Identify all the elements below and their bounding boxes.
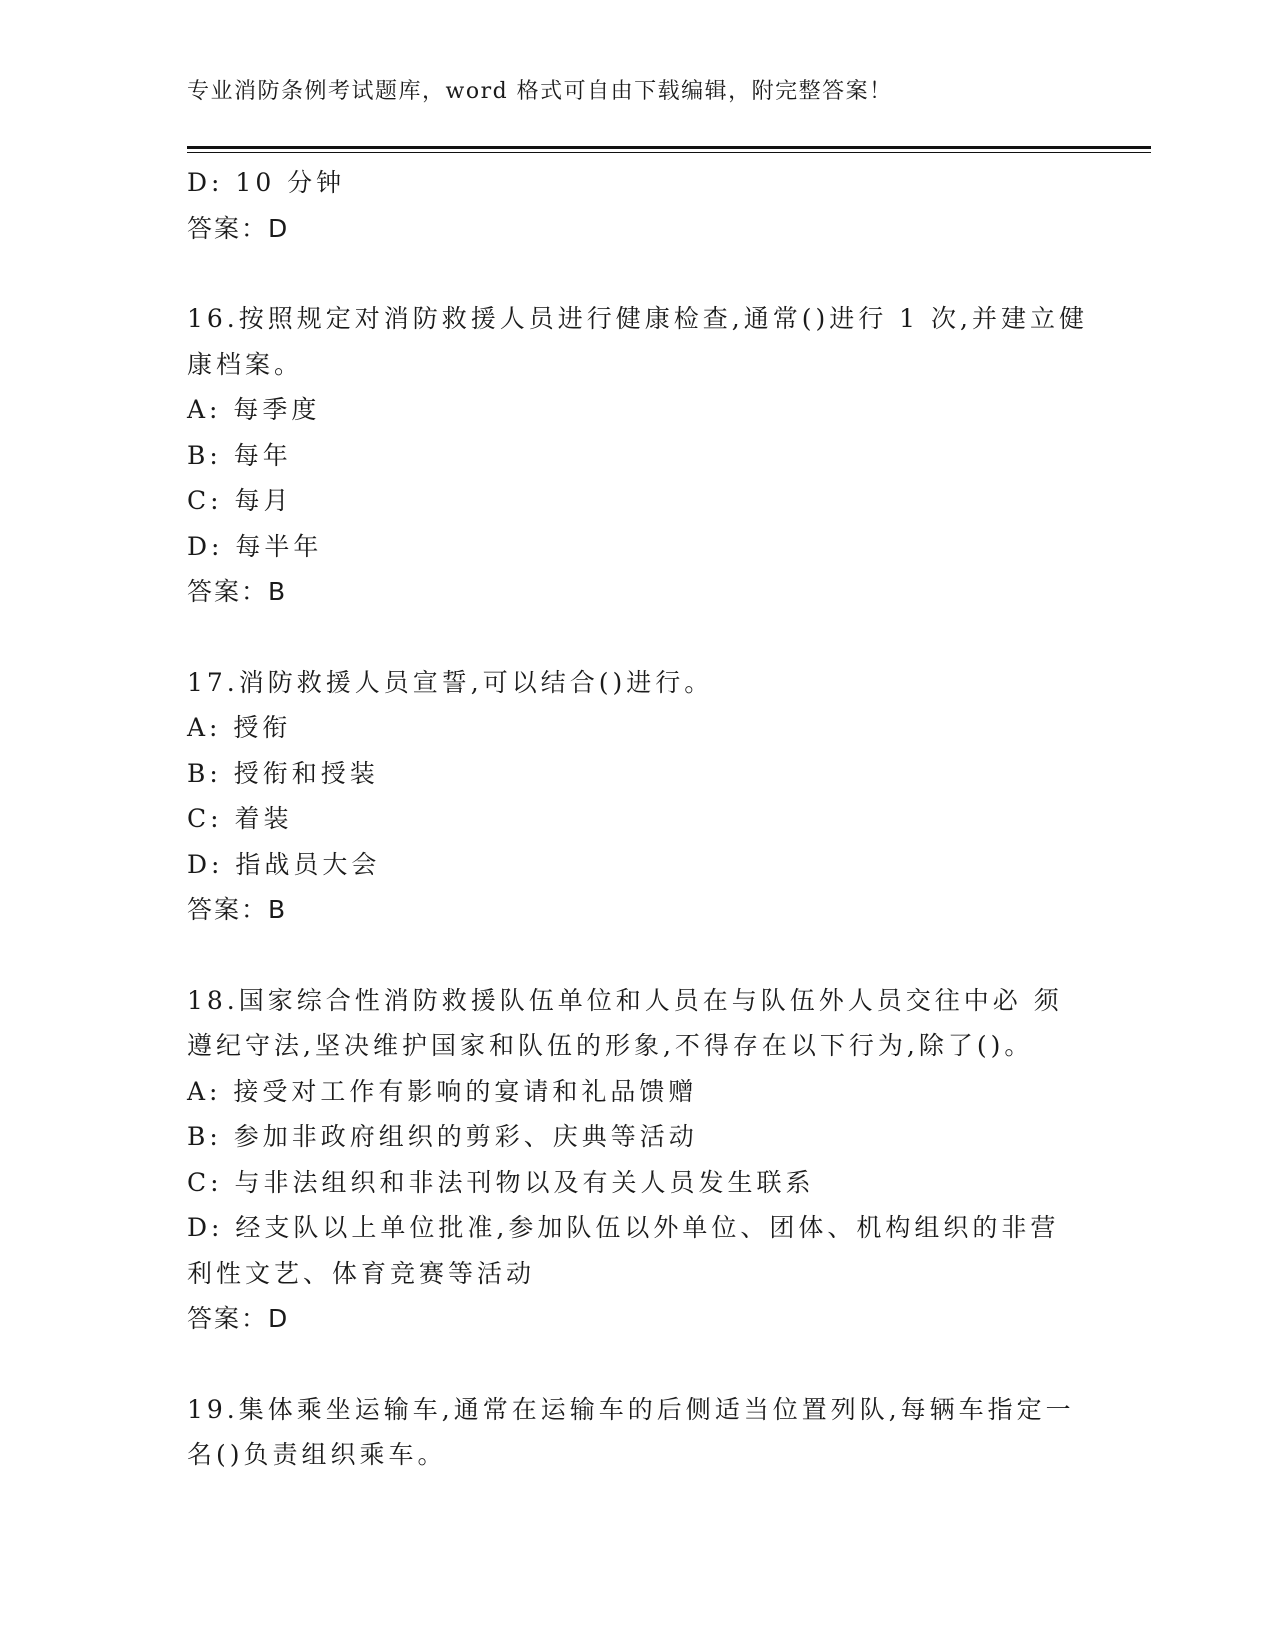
option-a: A: 接受对工作有影响的宴请和礼品馈赠 bbox=[187, 1076, 698, 1106]
answer: 答案：B bbox=[187, 577, 288, 606]
question-16 bbox=[187, 296, 1087, 615]
answer: 答案：B bbox=[187, 895, 288, 924]
option-a: A: 授衔 bbox=[187, 713, 292, 742]
page-header: 专业消防条例考试题库，word 格式可自由下载编辑，附完整答案！ bbox=[187, 79, 893, 104]
option-c: C: 着装 bbox=[187, 804, 293, 833]
question-18 bbox=[187, 978, 1087, 1342]
option-c: C: 与非法组织和非法刊物以及有关人员发生联系 bbox=[187, 1167, 815, 1197]
header-rule-thick bbox=[187, 146, 1151, 149]
option-d: D: 指战员大会 bbox=[187, 849, 381, 879]
question-stem-line: 16.按照规定对消防救援人员进行健康检查,通常()进行 1 次,并建立健 bbox=[187, 304, 1088, 333]
option-a: A: 每季度 bbox=[187, 395, 321, 424]
question-stem-line: 遵纪守法,坚决维护国家和队伍的形象,不得存在以下行为,除了()。 bbox=[187, 1031, 1034, 1060]
question-17 bbox=[187, 660, 1087, 933]
option-c: C: 每月 bbox=[187, 486, 293, 515]
answer: 答案：D bbox=[187, 1304, 290, 1333]
option-d: D: 经支队以上单位批准,参加队伍以外单位、团体、机构组织的非营 bbox=[187, 1213, 1060, 1242]
question-stem-line: 康档案。 bbox=[187, 349, 304, 379]
question-19 bbox=[187, 1387, 1087, 1478]
option-b: B: 授衔和授装 bbox=[187, 758, 379, 788]
header-rule-thin bbox=[187, 152, 1151, 153]
option-d: D: 10 分钟 bbox=[187, 168, 346, 197]
option-d-continued: 利性文艺、体育竞赛等活动 bbox=[187, 1258, 536, 1288]
question-stem-line: 17.消防救援人员宣誓,可以结合()进行。 bbox=[187, 667, 714, 697]
document-body bbox=[187, 160, 1087, 1478]
option-d: D: 每半年 bbox=[187, 531, 323, 561]
question-stem-line: 19.集体乘坐运输车,通常在运输车的后侧适当位置列队,每辆车指定一 bbox=[187, 1394, 1075, 1424]
option-b: B: 每年 bbox=[187, 440, 292, 470]
question-stem-line: 18.国家综合性消防救援队伍单位和人员在与队伍外人员交往中必 须 bbox=[187, 985, 1063, 1015]
answer: 答案：D bbox=[187, 213, 290, 243]
option-b: B: 参加非政府组织的剪彩、庆典等活动 bbox=[187, 1122, 698, 1151]
question-stem-line: 名()负责组织乘车。 bbox=[187, 1440, 447, 1469]
